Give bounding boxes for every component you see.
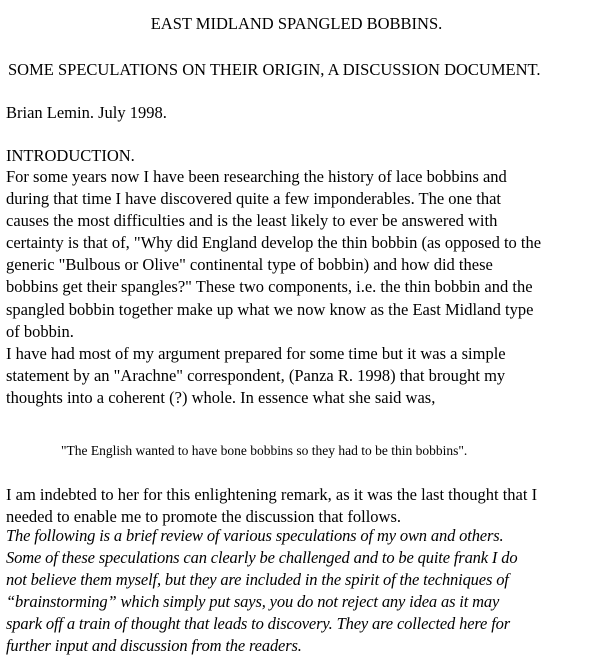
text-line: thoughts into a coherent (?) whole. In essence what she said was, (6, 388, 436, 408)
text-line: For some years now I have been researching the history of lace bobbins and (6, 167, 507, 186)
paragraph-3 (6, 484, 592, 528)
document-subtitle: SOME SPECULATIONS ON THEIR ORIGIN, A DISCUSSION DOCUMENT. (8, 60, 541, 79)
paragraph-4-italic (6, 525, 592, 658)
paragraph-2 (6, 343, 592, 409)
text-line: causes the most difficulties and is the least likely to ever be answered with (6, 211, 498, 231)
text-line: further input and discussion from the readers. (6, 636, 302, 656)
text-line: I have had most of my argument prepared for some time but it was a simple (6, 344, 506, 363)
document-title: EAST MIDLAND SPANGLED BOBBINS. (150, 14, 443, 33)
author-line: Brian Lemin. July 1998. (6, 103, 167, 122)
paragraph-1 (6, 166, 592, 343)
text-line: statement by an "Arachne" correspondent, (Panza R. 1998) that brought my (6, 366, 506, 386)
text-line: certainty is that of, "Why did England develop the thin bobbin (as opposed to the (6, 233, 542, 253)
text-line: “brainstorming” which simply put says, you do not reject any idea as it may (6, 592, 500, 612)
text-line: not believe them myself, but they are included in the spirit of the techniques of (6, 570, 509, 590)
section-heading: INTRODUCTION. (6, 146, 135, 165)
text-line: during that time I have discovered quite a few imponderables. The one that (6, 189, 501, 209)
text-line: I am indebted to her for this enlightening remark, as it was the last thought that I (6, 485, 538, 504)
text-line: of bobbin. (6, 321, 74, 341)
text-line: generic "Bulbous or Olive" continental type of bobbin) and how did these (6, 255, 493, 275)
text-line: bobbins get their spangles?" These two components, i.e. the thin bobbin and the (6, 277, 533, 297)
text-line: spark off a train of thought that leads to discovery. They are collected here for (6, 614, 511, 634)
text-line: spangled bobbin together make up what we now know as the East Midland type (6, 299, 534, 319)
text-line: The following is a brief review of various speculations of my own and others. (6, 526, 504, 545)
block-quote: "The English wanted to have bone bobbins so they had to be thin bobbins". (61, 443, 468, 458)
text-line: needed to enable me to promote the discussion that follows. (6, 507, 401, 527)
text-line: Some of these speculations can clearly be challenged and to be quite frank I do (6, 548, 518, 568)
